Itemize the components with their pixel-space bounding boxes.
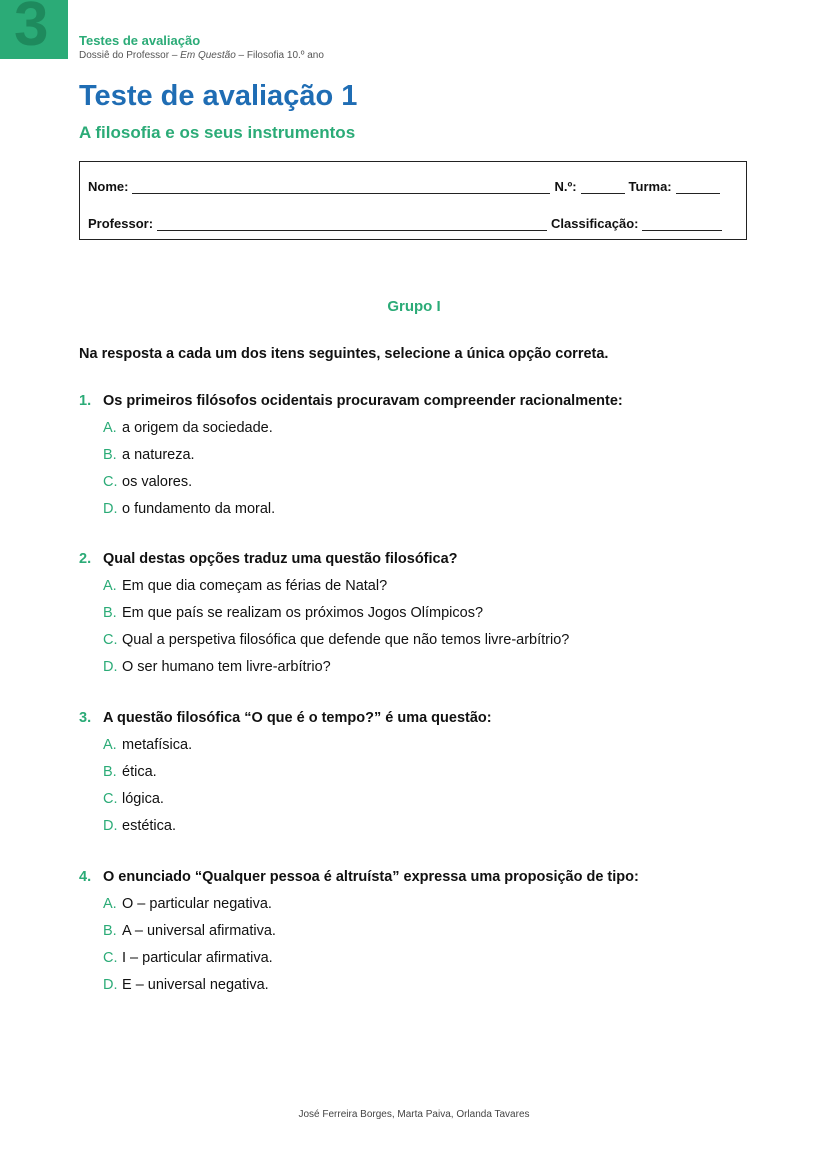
option-letter: D. xyxy=(103,659,118,675)
question-number: 1. xyxy=(79,393,92,409)
question-number: 3. xyxy=(79,710,92,726)
answer-option[interactable] xyxy=(103,420,779,436)
group-title: Grupo I xyxy=(387,298,441,315)
option-text: O – particular negativa. xyxy=(122,896,272,912)
answer-option[interactable] xyxy=(103,818,779,834)
grade-label: Classificação: xyxy=(551,216,639,231)
answer-option[interactable] xyxy=(103,791,779,807)
option-text: Em que país se realizam os próximos Jogos Olímpicos? xyxy=(122,605,484,621)
answer-option[interactable] xyxy=(103,659,779,675)
question-item xyxy=(79,551,779,675)
option-letter: B. xyxy=(103,764,117,780)
question-header xyxy=(79,869,779,885)
name-field[interactable] xyxy=(132,181,550,194)
student-info-row-1 xyxy=(88,179,738,194)
answer-option[interactable] xyxy=(103,764,779,780)
question-header xyxy=(79,393,779,409)
question-header xyxy=(79,710,779,726)
page-title: Teste de avaliação 1 xyxy=(79,80,358,112)
grade-field[interactable] xyxy=(642,218,722,231)
header-source xyxy=(79,50,324,61)
option-letter: D. xyxy=(103,501,118,517)
question-text: Qual destas opções traduz uma questão filosófica? xyxy=(103,551,458,567)
option-letter: A. xyxy=(103,420,117,436)
option-letter: C. xyxy=(103,632,118,648)
answer-option[interactable] xyxy=(103,632,779,648)
student-info-row-2 xyxy=(88,216,738,231)
question-header xyxy=(79,551,779,567)
answer-option[interactable] xyxy=(103,474,779,490)
student-info-box xyxy=(79,161,747,240)
option-letter: B. xyxy=(103,923,117,939)
answer-option[interactable] xyxy=(103,950,779,966)
answer-option[interactable] xyxy=(103,501,779,517)
answer-option[interactable] xyxy=(103,923,779,939)
question-text: O enunciado “Qualquer pessoa é altruísta” expressa uma proposição de tipo: xyxy=(103,869,639,885)
option-text: I – particular afirmativa. xyxy=(122,950,273,966)
name-label: Nome: xyxy=(88,179,129,194)
question-number: 4. xyxy=(79,869,92,885)
option-text: E – universal negativa. xyxy=(122,977,269,993)
header-source-suffix: – Filosofia 10.º ano xyxy=(235,50,324,61)
option-letter: A. xyxy=(103,737,117,753)
answer-option[interactable] xyxy=(103,737,779,753)
option-letter: C. xyxy=(103,950,118,966)
option-letter: B. xyxy=(103,447,117,463)
option-text: Qual a perspetiva filosófica que defende que não temos livre-arbítrio? xyxy=(122,632,570,648)
option-text: a natureza. xyxy=(122,447,195,463)
number-label: N.º: xyxy=(554,179,577,194)
question-number: 2. xyxy=(79,551,92,567)
question-item xyxy=(79,869,779,993)
question-text: Os primeiros filósofos ocidentais procuravam compreender racionalmente: xyxy=(103,393,623,409)
question-text: A questão filosófica “O que é o tempo?” é uma questão: xyxy=(103,710,492,726)
option-letter: D. xyxy=(103,818,118,834)
option-text: os valores. xyxy=(122,474,193,490)
option-letter: A. xyxy=(103,896,117,912)
option-text: O ser humano tem livre-arbítrio? xyxy=(122,659,331,675)
option-letter: C. xyxy=(103,474,118,490)
class-field[interactable] xyxy=(676,181,720,194)
question-item xyxy=(79,393,779,517)
option-text: a origem da sociedade. xyxy=(122,420,273,436)
teacher-field[interactable] xyxy=(157,218,547,231)
header-source-book: Em Questão xyxy=(180,50,236,61)
option-text: A – universal afirmativa. xyxy=(122,923,276,939)
page-subtitle: A filosofia e os seus instrumentos xyxy=(79,123,356,142)
option-text: ética. xyxy=(122,764,157,780)
class-label: Turma: xyxy=(628,179,672,194)
header-section-title: Testes de avaliação xyxy=(79,33,201,48)
option-letter: A. xyxy=(103,578,117,594)
option-text: lógica. xyxy=(122,791,164,807)
option-text: o fundamento da moral. xyxy=(122,501,276,517)
option-letter: C. xyxy=(103,791,118,807)
option-text: estética. xyxy=(122,818,176,834)
question-item xyxy=(79,710,779,834)
answer-option[interactable] xyxy=(103,447,779,463)
instruction-text: Na resposta a cada um dos itens seguintes, selecione a única opção correta. xyxy=(79,346,609,362)
answer-option[interactable] xyxy=(103,977,779,993)
header-source-prefix: Dossiê do Professor – xyxy=(79,50,181,61)
number-field[interactable] xyxy=(581,181,625,194)
answer-option[interactable] xyxy=(103,605,779,621)
answer-option[interactable] xyxy=(103,896,779,912)
option-text: Em que dia começam as férias de Natal? xyxy=(122,578,388,594)
option-letter: B. xyxy=(103,605,117,621)
option-text: metafísica. xyxy=(122,737,193,753)
option-letter: D. xyxy=(103,977,118,993)
chapter-number: 3 xyxy=(14,0,49,59)
footer-authors: José Ferreira Borges, Marta Paiva, Orlanda Tavares xyxy=(298,1109,530,1120)
teacher-label: Professor: xyxy=(88,216,154,231)
answer-option[interactable] xyxy=(103,578,779,594)
chapter-tab xyxy=(0,0,68,59)
